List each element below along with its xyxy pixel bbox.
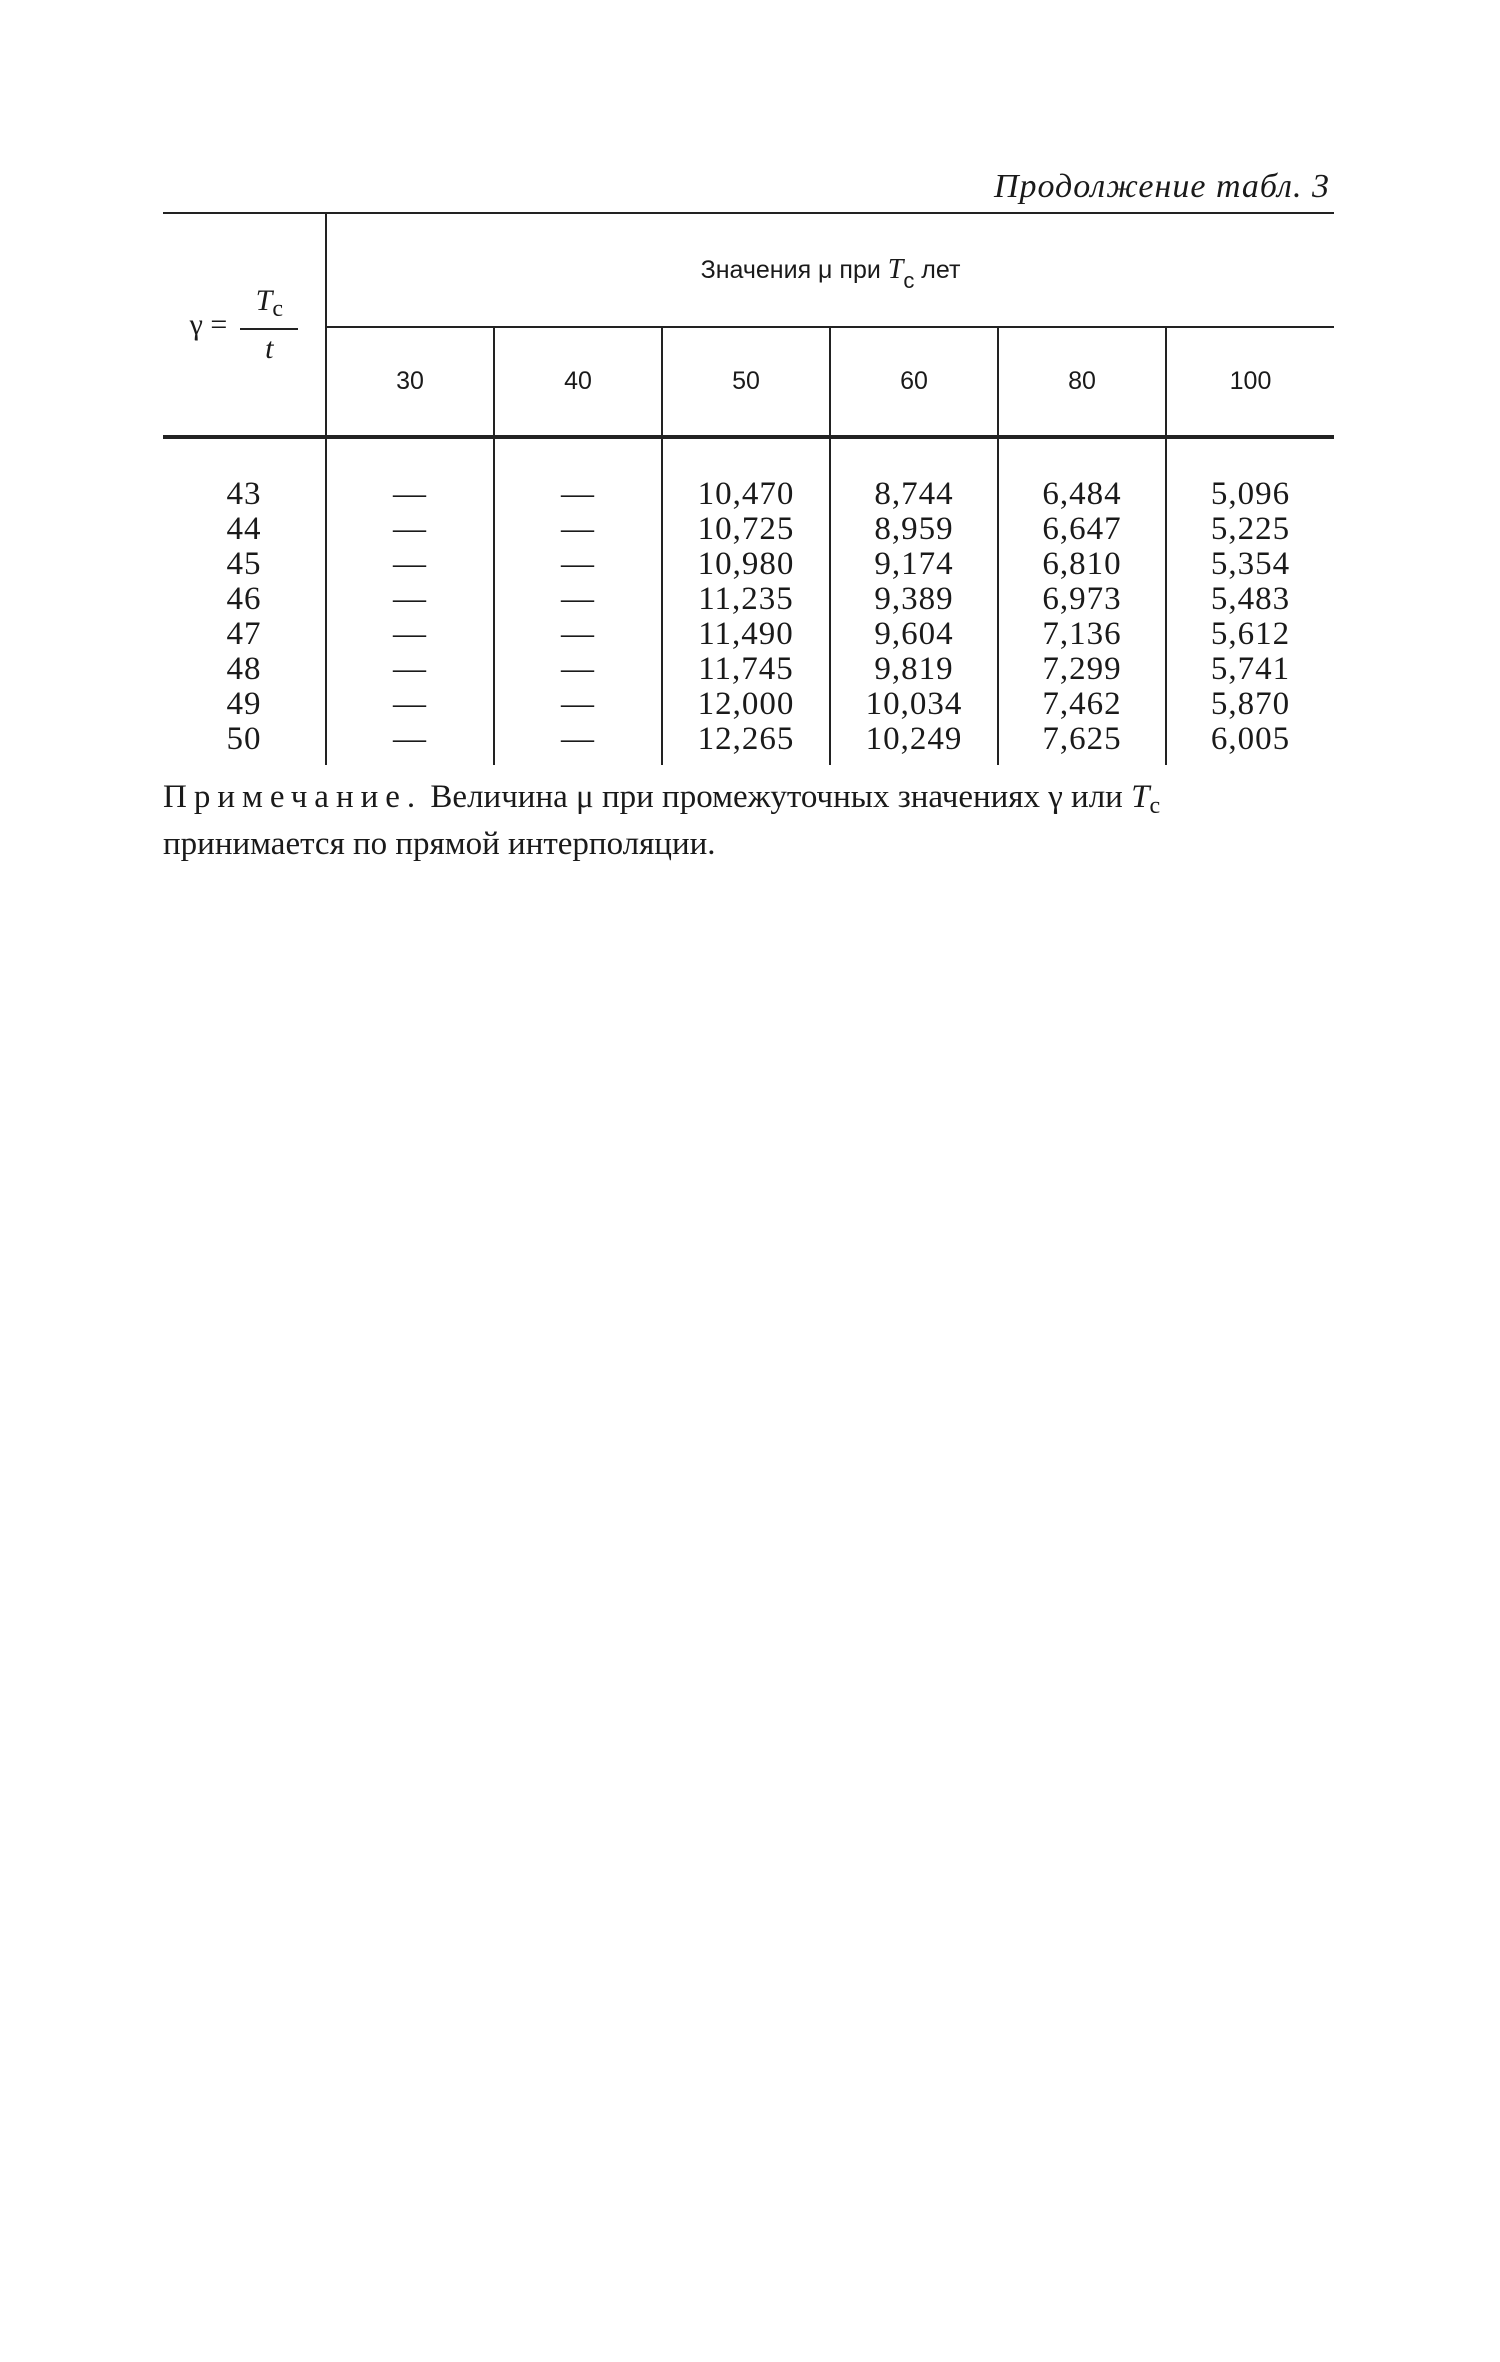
- value-cell: 10,470: [662, 437, 830, 512]
- frac-numerator: T: [255, 283, 273, 317]
- note-text-2: принимается по прямой интерполяции.: [163, 826, 716, 862]
- table-row: [163, 722, 1334, 765]
- value-cell: 7,299: [998, 652, 1166, 687]
- value-cell: 8,959: [830, 512, 998, 547]
- value-cell: —: [494, 582, 662, 617]
- value-cell: 9,174: [830, 547, 998, 582]
- note-T: T: [1131, 779, 1150, 815]
- note-text-1: Величина μ при промежуточных значениях γ или: [422, 779, 1132, 815]
- data-table: [163, 212, 1334, 765]
- value-cell: —: [326, 722, 494, 765]
- value-cell: 9,389: [830, 582, 998, 617]
- value-cell: 10,249: [830, 722, 998, 765]
- table-row: [163, 512, 1334, 547]
- frac-numerator-sub: c: [272, 295, 283, 322]
- value-cell: —: [494, 547, 662, 582]
- value-cell: —: [494, 512, 662, 547]
- gamma-fraction: [240, 282, 298, 368]
- value-cell: —: [326, 652, 494, 687]
- value-cell: 5,612: [1210, 616, 1291, 652]
- gamma-lhs: γ =: [189, 307, 228, 341]
- note-heading: Примечание.: [163, 779, 423, 815]
- value-cell: 5,741: [1210, 651, 1291, 687]
- table-row: [163, 652, 1334, 687]
- value-cell: 6,973: [998, 582, 1166, 617]
- value-cell: —: [326, 617, 494, 652]
- value-cell: —: [326, 547, 494, 582]
- gamma-cell: 48: [163, 652, 326, 687]
- group-label-T: T: [887, 253, 904, 285]
- table-note: [163, 778, 1338, 863]
- gamma-cell: 43: [163, 437, 326, 512]
- table-row: [163, 547, 1334, 582]
- column-header: 100: [1166, 327, 1334, 437]
- value-cell: —: [326, 582, 494, 617]
- gamma-cell: 49: [163, 687, 326, 722]
- value-cell: 11,745: [662, 652, 830, 687]
- value-cell: 8,744: [830, 437, 998, 512]
- column-header: 40: [494, 327, 662, 437]
- value-cell: 5,354: [1210, 546, 1291, 582]
- group-label-pre: Значения μ при: [700, 255, 881, 284]
- value-cell: 5,483: [1210, 581, 1291, 617]
- value-cell: 6,647: [998, 512, 1166, 547]
- group-header: [326, 213, 1334, 327]
- group-label-sub: c: [903, 267, 915, 293]
- value-cell: 5,096: [1210, 476, 1291, 512]
- value-cell: 11,490: [662, 617, 830, 652]
- value-cell: 10,725: [662, 512, 830, 547]
- gamma-cell: 46: [163, 582, 326, 617]
- value-cell: 5,870: [1210, 686, 1291, 722]
- value-cell: 10,034: [830, 687, 998, 722]
- table-caption: Продолжение табл. 3: [993, 168, 1330, 205]
- table-row: [163, 582, 1334, 617]
- gamma-cell: 44: [163, 512, 326, 547]
- table-row: [163, 617, 1334, 652]
- value-cell: 12,000: [662, 687, 830, 722]
- value-cell: —: [494, 687, 662, 722]
- table-container: [163, 212, 1330, 765]
- value-cell: 5,225: [1210, 511, 1291, 547]
- table-row: [163, 687, 1334, 722]
- value-cell: —: [326, 437, 494, 512]
- column-header: 50: [662, 327, 830, 437]
- frac-denominator: t: [265, 331, 274, 365]
- gamma-cell: 45: [163, 547, 326, 582]
- value-cell: 11,235: [662, 582, 830, 617]
- value-cell: —: [326, 512, 494, 547]
- value-cell: —: [494, 437, 662, 512]
- column-header: 80: [998, 327, 1166, 437]
- value-cell: 7,462: [998, 687, 1166, 722]
- value-cell: 9,819: [830, 652, 998, 687]
- value-cell: 6,810: [998, 547, 1166, 582]
- value-cell: 6,005: [1210, 721, 1291, 757]
- value-cell: 12,265: [662, 722, 830, 765]
- table-row: [163, 437, 1334, 512]
- value-cell: —: [494, 617, 662, 652]
- group-label-post: лет: [921, 255, 961, 284]
- column-header: 30: [326, 327, 494, 437]
- value-cell: 7,136: [998, 617, 1166, 652]
- gamma-cell: 47: [163, 617, 326, 652]
- value-cell: —: [494, 652, 662, 687]
- value-cell: —: [494, 722, 662, 765]
- value-cell: 9,604: [830, 617, 998, 652]
- gamma-cell: 50: [163, 722, 326, 765]
- value-cell: 10,980: [662, 547, 830, 582]
- column-header: 60: [830, 327, 998, 437]
- note-T-sub: с: [1149, 793, 1161, 819]
- gamma-header: [163, 213, 326, 437]
- value-cell: 6,484: [998, 437, 1166, 512]
- value-cell: —: [326, 687, 494, 722]
- value-cell: 7,625: [998, 722, 1166, 765]
